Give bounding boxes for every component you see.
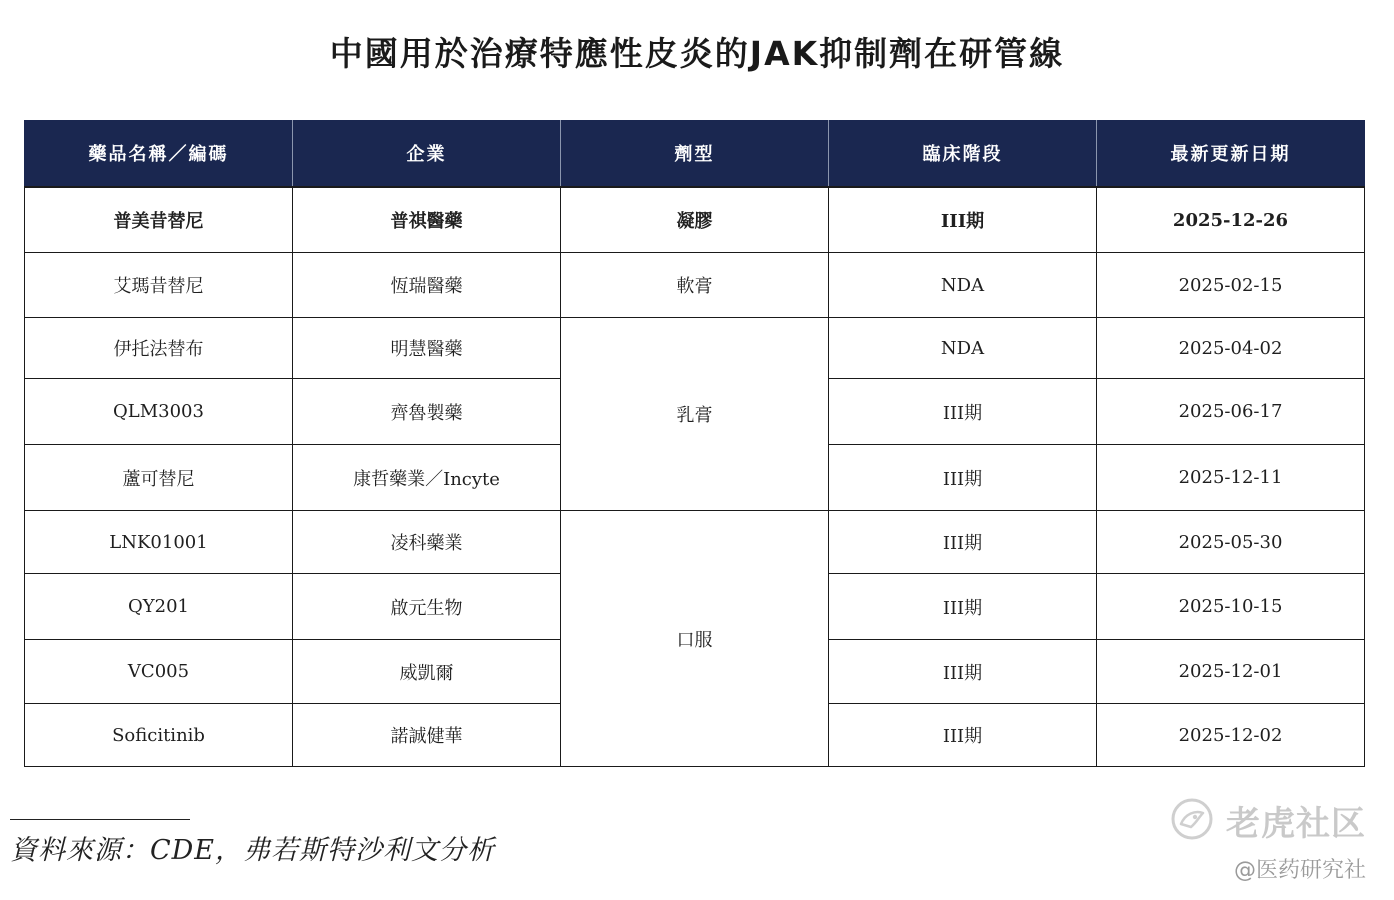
company-cell: 明慧醫藥: [293, 318, 561, 379]
update-date-cell: 2025-12-11: [1097, 445, 1365, 511]
header-company: 企業: [293, 120, 561, 187]
table-row: [25, 187, 1365, 253]
update-date-cell: 2025-12-02: [1097, 704, 1365, 767]
drug-name-cell: 伊托法替布: [25, 318, 293, 379]
header-drug-name: 藥品名稱／編碼: [25, 120, 293, 187]
dosage-form-cell: 口服: [561, 511, 829, 767]
clinical-stage-cell: III期: [829, 640, 1097, 704]
clinical-stage-cell: III期: [829, 511, 1097, 574]
clinical-stage-cell: NDA: [829, 318, 1097, 379]
company-cell: 威凱爾: [293, 640, 561, 704]
header-dosage-form: 劑型: [561, 120, 829, 187]
dosage-form-cell: 乳膏: [561, 318, 829, 511]
dosage-form-cell: 軟膏: [561, 253, 829, 318]
update-date-cell: 2025-12-01: [1097, 640, 1365, 704]
company-cell: 恆瑞醫藥: [293, 253, 561, 318]
tiger-logo-icon: [1170, 797, 1214, 841]
watermark-brand: 老虎社区: [1226, 804, 1366, 844]
header-latest-update: 最新更新日期: [1097, 120, 1365, 187]
dosage-form-cell: 凝膠: [561, 187, 829, 253]
update-date-cell: 2025-04-02: [1097, 318, 1365, 379]
drug-name-cell: QY201: [25, 574, 293, 640]
footnote-divider: [10, 819, 190, 820]
drug-name-cell: LNK01001: [25, 511, 293, 574]
update-date-cell: 2025-02-15: [1097, 253, 1365, 318]
clinical-stage-cell: III期: [829, 704, 1097, 767]
clinical-stage-cell: III期: [829, 187, 1097, 253]
company-cell: 啟元生物: [293, 574, 561, 640]
drug-name-cell: QLM3003: [25, 379, 293, 445]
company-cell: 諾誠健華: [293, 704, 561, 767]
clinical-stage-cell: III期: [829, 379, 1097, 445]
clinical-stage-cell: NDA: [829, 253, 1097, 318]
company-cell: 凌科藥業: [293, 511, 561, 574]
drug-name-cell: VC005: [25, 640, 293, 704]
company-cell: 康哲藥業／Incyte: [293, 445, 561, 511]
drug-name-cell: 普美昔替尼: [25, 187, 293, 253]
update-date-cell: 2025-06-17: [1097, 379, 1365, 445]
source-note: 資料來源：CDE，弗若斯特沙利文分析: [10, 835, 496, 866]
clinical-stage-cell: III期: [829, 445, 1097, 511]
drug-name-cell: 艾瑪昔替尼: [25, 253, 293, 318]
watermark-handle: @医药研究社: [1233, 858, 1366, 883]
page-title: 中國用於治療特應性皮炎的JAK抑制劑在研管線: [329, 34, 1065, 73]
company-cell: 齊魯製藥: [293, 379, 561, 445]
update-date-cell: 2025-10-15: [1097, 574, 1365, 640]
table-row: [25, 511, 1365, 574]
pipeline-table: [24, 120, 1365, 767]
update-date-cell: 2025-12-26: [1097, 187, 1365, 253]
table-row: [25, 318, 1365, 379]
drug-name-cell: Soficitinib: [25, 704, 293, 767]
header-clinical-stage: 臨床階段: [829, 120, 1097, 187]
clinical-stage-cell: III期: [829, 574, 1097, 640]
table-header-row: [25, 120, 1365, 187]
drug-name-cell: 蘆可替尼: [25, 445, 293, 511]
company-cell: 普祺醫藥: [293, 187, 561, 253]
update-date-cell: 2025-05-30: [1097, 511, 1365, 574]
table-row: [25, 253, 1365, 318]
